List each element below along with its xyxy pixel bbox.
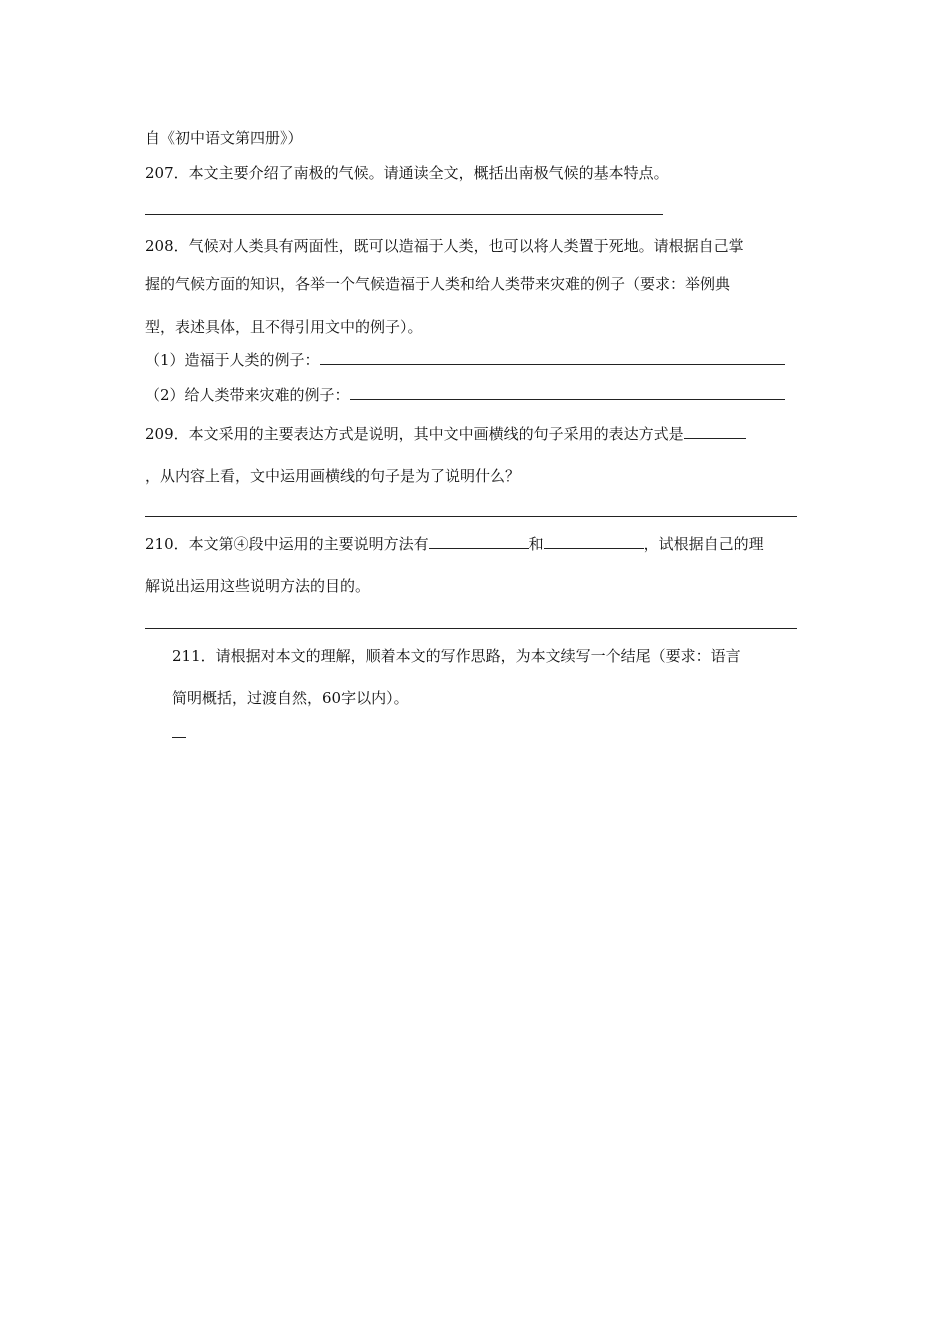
source-citation: 自《初中语文第四册》）: [145, 129, 303, 147]
question-208-sub-1: [145, 350, 785, 370]
answer-blank-210-method-2[interactable]: [544, 534, 644, 549]
question-209-line-2: ，从内容上看，文中运用画横线的句子是为了说明什么？: [145, 467, 521, 485]
answer-line-211[interactable]: [172, 737, 186, 738]
question-207: 207．本文主要介绍了南极的气候。请通读全文，概括出南极气候的基本特点。: [145, 164, 669, 182]
question-209-text: 209．本文采用的主要表达方式是说明，其中文中画横线的句子采用的表达方式是: [145, 425, 684, 443]
question-210-part-2: 和: [528, 535, 544, 553]
sub-1-label: （1）造福于人类的例子：: [145, 351, 320, 369]
question-210-part-1: 210．本文第④段中运用的主要说明方法有: [145, 535, 429, 553]
question-210-line-1: [145, 534, 764, 554]
answer-line-209[interactable]: [145, 516, 797, 517]
answer-blank-210-method-1[interactable]: [429, 534, 529, 549]
question-209-line-1: [145, 424, 746, 444]
question-210-line-2: 解说出运用这些说明方法的目的。: [145, 577, 371, 595]
answer-blank-208-1[interactable]: [320, 350, 785, 365]
answer-blank-208-2[interactable]: [350, 385, 785, 400]
question-208-line-2: 握的气候方面的知识，各举一个气候造福于人类和给人类带来灾难的例子（要求：举例典: [145, 275, 731, 293]
answer-line-210[interactable]: [145, 628, 797, 629]
question-210-part-3: ，试根据自己的理: [643, 535, 764, 553]
question-211-line-1: 211．请根据对本文的理解，顺着本文的写作思路，为本文续写一个结尾（要求：语言: [172, 647, 741, 665]
sub-2-label: （2）给人类带来灾难的例子：: [145, 386, 350, 404]
question-211-line-2: 简明概括，过渡自然，60字以内）。: [172, 689, 409, 707]
question-208-sub-2: [145, 385, 785, 405]
question-208-line-1: 208．气候对人类具有两面性，既可以造福于人类，也可以将人类置于死地。请根据自己掌: [145, 237, 744, 255]
question-208-line-3: 型，表述具体，且不得引用文中的例子）。: [145, 318, 423, 336]
answer-line-207[interactable]: [145, 214, 663, 215]
answer-blank-209-method[interactable]: [684, 424, 746, 439]
